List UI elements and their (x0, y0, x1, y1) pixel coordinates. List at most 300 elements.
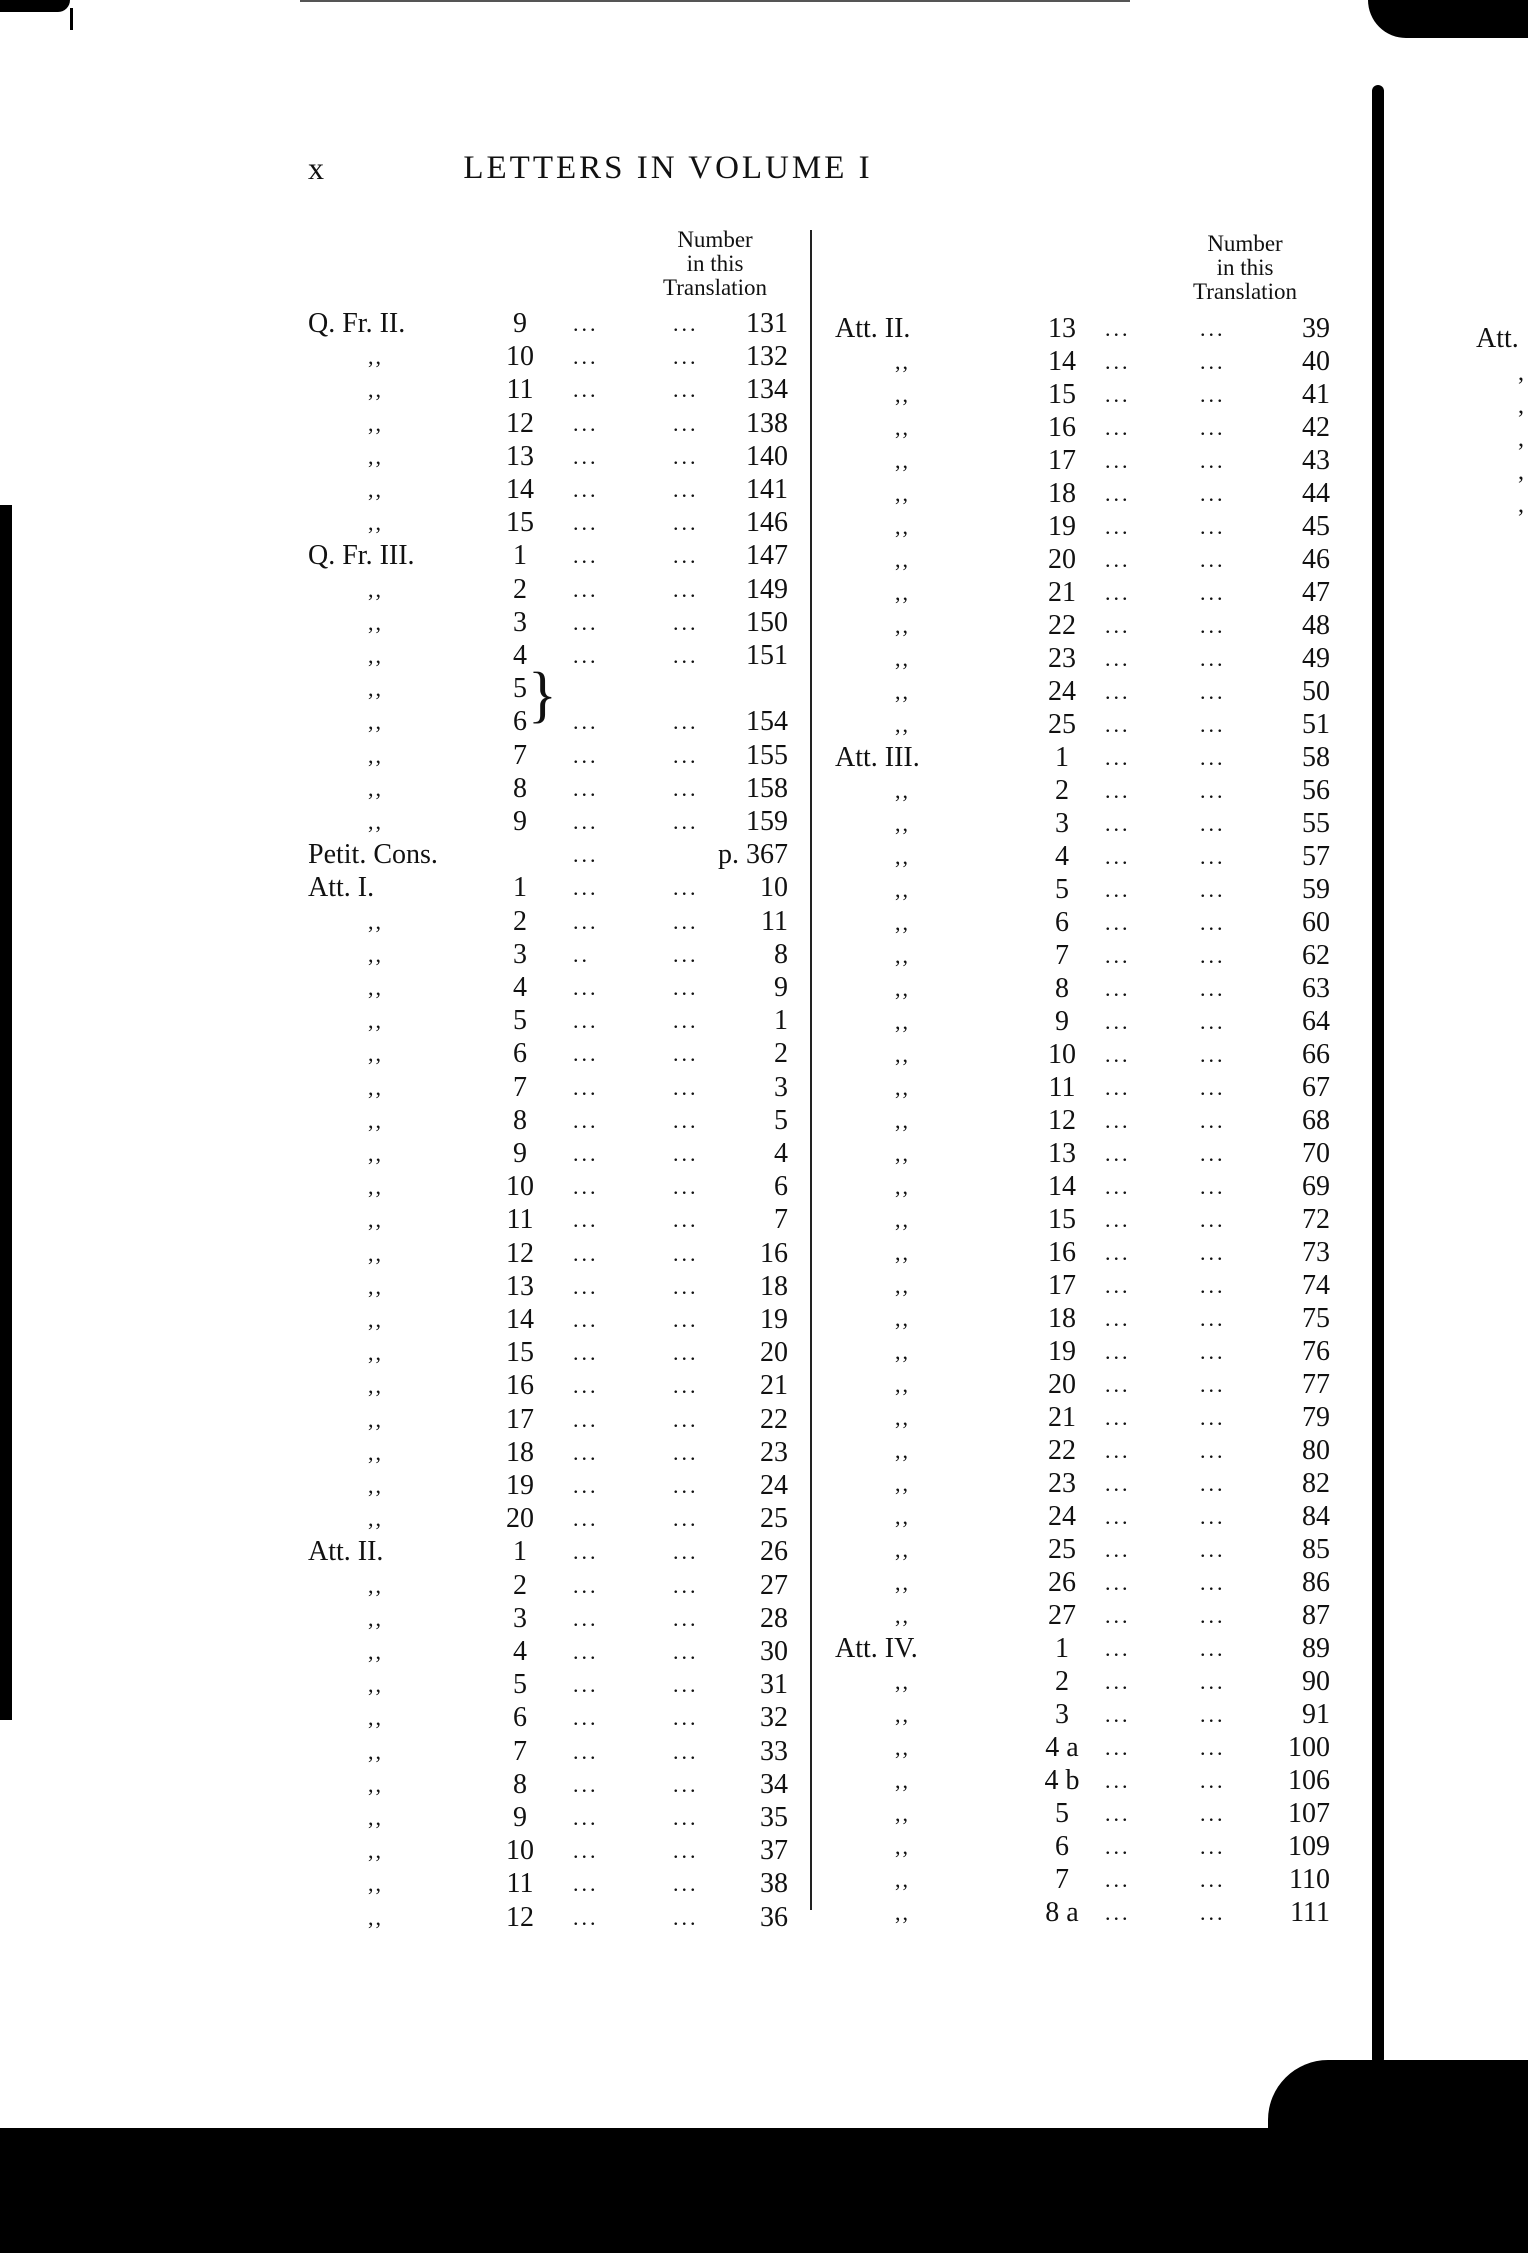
translation-number: 3 (774, 1071, 788, 1103)
leader-dots: ... (1105, 1537, 1131, 1562)
leader-dots: ... (673, 1539, 699, 1565)
fragment-ditto-mark: , (1518, 426, 1524, 452)
leader-dots: ... (573, 1506, 599, 1532)
leader-dots: ... (573, 1871, 599, 1897)
table-row (308, 1204, 798, 1236)
letter-number: 9 (513, 1802, 527, 1833)
leader-dots: ... (673, 1572, 699, 1598)
letter-number: 3 (513, 1602, 527, 1634)
leader-dots: ... (673, 1207, 699, 1233)
table-row (308, 1603, 798, 1635)
translation-number: 87 (1302, 1600, 1330, 1631)
letter-number: 8 (1055, 973, 1069, 1004)
table-row (835, 478, 1335, 510)
table-row (835, 1237, 1335, 1269)
letter-number: 1 (1055, 742, 1069, 773)
table-row (835, 1468, 1335, 1500)
translation-number: 155 (746, 739, 788, 771)
leader-dots: ... (1200, 1702, 1226, 1727)
leader-dots: ... (1105, 481, 1131, 506)
ditto-mark: ,, (895, 1207, 910, 1232)
ditto-mark: ,, (895, 1834, 910, 1859)
leader-dots: ... (1200, 712, 1226, 737)
ditto-mark: ,, (368, 975, 383, 1000)
translation-number: 79 (1302, 1402, 1330, 1433)
table-row (835, 709, 1335, 741)
leader-dots: ... (1105, 646, 1131, 671)
letter-number: 23 (1048, 1468, 1076, 1499)
letter-number: 6 (1055, 907, 1069, 938)
translation-number: 134 (746, 374, 788, 406)
translation-number: 76 (1302, 1336, 1330, 1367)
leader-dots: ... (673, 1240, 699, 1266)
scan-corner-mark (70, 8, 73, 30)
leader-dots: ... (1105, 1273, 1131, 1298)
leader-dots: ... (1105, 1339, 1131, 1364)
fragment-ditto-mark: , (1518, 459, 1524, 485)
letter-number: 16 (1048, 412, 1076, 443)
leader-dots: ... (673, 1041, 699, 1067)
ditto-mark: ,, (895, 1306, 910, 1331)
ditto-mark: ,, (895, 349, 910, 374)
translation-number: 45 (1302, 511, 1330, 542)
leader-dots: ... (673, 377, 699, 403)
letter-number: 11 (506, 374, 534, 406)
translation-number: 63 (1302, 973, 1330, 1004)
leader-dots: ... (1105, 1141, 1131, 1166)
table-row (308, 1470, 798, 1502)
translation-number: 90 (1302, 1666, 1330, 1697)
letter-number: 24 (1048, 1501, 1076, 1532)
ditto-mark: ,, (368, 1838, 383, 1864)
leader-dots: ... (673, 1340, 699, 1366)
leader-dots: ... (673, 344, 699, 370)
leader-dots: ... (673, 609, 699, 635)
ditto-mark: ,, (368, 1473, 383, 1498)
translation-number: 70 (1302, 1138, 1330, 1169)
ditto-mark: ,, (368, 1307, 383, 1332)
leader-dots: ... (1200, 316, 1226, 341)
table-row (835, 1666, 1335, 1698)
translation-number: 46 (1302, 544, 1330, 575)
leader-dots: ... (1200, 1636, 1226, 1661)
table-row (308, 1038, 798, 1070)
letter-number: 2 (513, 905, 527, 937)
leader-dots: ... (1105, 910, 1131, 935)
leader-dots: ... (1105, 679, 1131, 704)
letter-number: 12 (506, 1237, 534, 1269)
leader-dots: ... (573, 510, 599, 536)
table-row (835, 907, 1335, 939)
letter-number: 16 (1048, 1237, 1076, 1268)
letter-number: 3 (1055, 808, 1069, 839)
letter-number: 2 (513, 573, 527, 605)
heading-line: Number (677, 227, 753, 252)
translation-number: 66 (1302, 1039, 1330, 1070)
leader-dots: ... (673, 1672, 699, 1698)
leader-dots: ... (1105, 316, 1131, 341)
letter-number: 25 (1048, 709, 1076, 740)
leader-dots: ... (1105, 1801, 1131, 1826)
translation-number: 147 (746, 540, 788, 572)
table-row (308, 1868, 798, 1900)
leader-dots: ... (1200, 1504, 1226, 1529)
ditto-mark: ,, (895, 415, 910, 440)
letter-number: 9 (1055, 1006, 1069, 1037)
table-row (835, 1138, 1335, 1170)
leader-dots: ... (573, 1273, 599, 1299)
ditto-mark: ,, (368, 1406, 383, 1432)
table-row (308, 1304, 798, 1336)
leader-dots: ... (1105, 1834, 1131, 1859)
ditto-mark: ,, (368, 477, 383, 502)
ditto-mark: ,, (895, 1075, 910, 1100)
letter-number: 27 (1048, 1600, 1076, 1631)
ditto-mark: ,, (895, 1438, 910, 1463)
table-row (835, 1765, 1335, 1797)
translation-number: 89 (1302, 1633, 1330, 1664)
letter-number: 23 (1048, 643, 1076, 674)
translation-number: 59 (1302, 874, 1330, 905)
letter-number: 5 (513, 673, 527, 705)
translation-number: 37 (760, 1835, 788, 1867)
translation-number: 21 (760, 1370, 788, 1402)
letter-number: 8 a (1045, 1897, 1079, 1928)
table-row (308, 1437, 798, 1469)
leader-dots: ... (1200, 547, 1226, 572)
table-row (835, 1105, 1335, 1137)
table-row (308, 740, 798, 772)
leader-dots: ... (1200, 1141, 1226, 1166)
letter-number: 4 a (1045, 1732, 1079, 1763)
translation-number: 74 (1302, 1270, 1330, 1301)
table-row (308, 1271, 798, 1303)
letter-number: 19 (506, 1470, 534, 1501)
translation-number: 106 (1288, 1765, 1330, 1796)
translation-number: 27 (760, 1569, 788, 1601)
translation-number: 158 (746, 772, 788, 804)
ditto-mark: ,, (368, 809, 383, 834)
leader-dots: ... (573, 1008, 599, 1034)
leader-dots: ... (573, 643, 599, 668)
leader-dots: ... (573, 1539, 599, 1565)
table-row (308, 1736, 798, 1768)
table-row (835, 610, 1335, 642)
leader-dots: ... (1105, 877, 1131, 902)
table-row (308, 1171, 798, 1203)
letter-number: 14 (506, 474, 534, 505)
table-row (308, 408, 798, 440)
translation-number: 40 (1302, 346, 1330, 377)
leader-dots: ... (1200, 1273, 1226, 1298)
leader-dots: ... (1200, 1801, 1226, 1826)
leader-dots: ... (1200, 1768, 1226, 1793)
work-cell: Q. Fr. II. (308, 308, 406, 339)
translation-number: 60 (1302, 907, 1330, 938)
letter-number: 11 (506, 1204, 534, 1236)
letter-number: 22 (1048, 1435, 1076, 1466)
letter-number: 16 (506, 1370, 534, 1402)
leader-dots: ... (1200, 1603, 1226, 1628)
letter-number: 1 (513, 540, 527, 572)
ditto-mark: ,, (895, 778, 910, 803)
leader-dots: ... (673, 510, 699, 536)
letter-number: 11 (1048, 1072, 1076, 1103)
leader-dots: ... (1105, 778, 1131, 803)
translation-number: 85 (1302, 1534, 1330, 1565)
table-row (308, 341, 798, 373)
leader-dots: ... (1105, 448, 1131, 473)
leader-dots: ... (1200, 580, 1226, 605)
leader-dots: ... (1200, 1900, 1226, 1925)
leader-dots: ... (573, 576, 599, 602)
translation-number: 57 (1302, 841, 1330, 872)
translation-number: 6 (774, 1171, 788, 1203)
leader-dots: ... (1200, 349, 1226, 374)
leader-dots: ... (673, 1074, 699, 1100)
leader-dots: ... (1200, 1339, 1226, 1364)
leader-dots: ... (573, 1904, 599, 1930)
table-row (308, 1902, 798, 1934)
table-row (308, 773, 798, 805)
ditto-mark: ,, (368, 576, 383, 602)
leader-dots: ... (1105, 1372, 1131, 1397)
leader-dots: ... (573, 775, 599, 801)
letter-number: 8 (513, 1104, 527, 1136)
letter-number: 5 (1055, 1798, 1069, 1829)
leader-dots: ... (573, 344, 599, 370)
table-row (835, 808, 1335, 840)
page-left-edge (0, 505, 12, 1720)
leader-dots: ... (573, 908, 599, 934)
ditto-mark: ,, (368, 1805, 383, 1830)
letter-number: 4 (513, 640, 527, 671)
leader-dots: ... (1105, 943, 1131, 968)
leader-dots: ... (573, 1805, 599, 1830)
leader-dots: ... (1105, 844, 1131, 869)
translation-number: 154 (746, 706, 788, 738)
ditto-mark: ,, (895, 1669, 910, 1694)
leader-dots: ... (1200, 1075, 1226, 1100)
translation-number: 16 (760, 1237, 788, 1269)
leader-dots: ... (1105, 745, 1131, 770)
ditto-mark: ,, (368, 1639, 383, 1664)
leader-dots: ... (1200, 778, 1226, 803)
translation-number: 51 (1302, 709, 1330, 740)
leader-dots: ... (673, 1738, 699, 1764)
ditto-mark: ,, (368, 1174, 383, 1200)
translation-number: 38 (760, 1868, 788, 1900)
leader-dots: ... (1105, 1009, 1131, 1034)
fragment-work-label: Att. (1476, 323, 1519, 354)
page-gutter-edge (1372, 85, 1384, 2065)
leader-dots: ... (673, 1904, 699, 1930)
leader-dots: ... (673, 908, 699, 934)
leader-dots: ... (1200, 1240, 1226, 1265)
leader-dots: ... (1105, 1768, 1131, 1793)
translation-number: 42 (1302, 412, 1330, 443)
leader-dots: ... (573, 443, 599, 469)
leader-dots: ... (673, 1008, 699, 1034)
leader-dots: ... (673, 1373, 699, 1399)
table-row (308, 1105, 798, 1137)
table-row (835, 1435, 1335, 1467)
ditto-mark: ,, (895, 1339, 910, 1364)
translation-number: 75 (1302, 1303, 1330, 1334)
table-row (308, 607, 798, 639)
leader-dots: ... (673, 1107, 699, 1133)
ditto-mark: ,, (368, 1041, 383, 1067)
leader-dots: ... (673, 1771, 699, 1797)
table-row (835, 412, 1335, 444)
table-row (308, 1835, 798, 1867)
translation-number: 67 (1302, 1072, 1330, 1103)
letter-number: 15 (506, 507, 534, 539)
leader-dots: ... (573, 809, 599, 834)
leader-dots: ... (673, 975, 699, 1000)
scan-bottom-shadow (0, 2128, 1528, 2253)
table-row (835, 1204, 1335, 1236)
translation-number: 32 (760, 1702, 788, 1734)
letter-number: 13 (1048, 1138, 1076, 1169)
letter-number: 2 (1055, 775, 1069, 806)
table-row (835, 1798, 1335, 1830)
brace-glyph: } (528, 659, 557, 729)
translation-number: 159 (746, 806, 788, 837)
leader-dots: ... (1200, 976, 1226, 1001)
leader-dots: ... (1105, 1108, 1131, 1133)
leader-dots: ... (1200, 481, 1226, 506)
leader-dots: ... (1105, 1240, 1131, 1265)
letter-number: 4 (513, 972, 527, 1003)
letter-number: 20 (1048, 1369, 1076, 1400)
table-row (308, 574, 798, 606)
ditto-mark: ,, (895, 547, 910, 572)
translation-number: 58 (1302, 742, 1330, 773)
leader-dots: ... (573, 1672, 599, 1698)
ditto-mark: ,, (368, 1738, 383, 1764)
leader-dots: ... (673, 1174, 699, 1200)
leader-dots: ... (573, 1473, 599, 1498)
letter-number: 3 (513, 938, 527, 970)
letter-number: 12 (506, 407, 534, 439)
leader-dots: ... (573, 377, 599, 403)
ditto-mark: ,, (895, 1768, 910, 1793)
translation-number: 62 (1302, 940, 1330, 971)
letter-number: 17 (1048, 445, 1076, 476)
ditto-mark: ,, (895, 712, 910, 737)
leader-dots: ... (673, 1605, 699, 1631)
table-row (308, 474, 798, 506)
table-row (835, 1897, 1335, 1929)
letter-number: 26 (1048, 1567, 1076, 1598)
leader-dots: ... (673, 1805, 699, 1830)
leader-dots: ... (573, 477, 599, 502)
letter-number: 11 (506, 1868, 534, 1900)
page-folio: x (308, 150, 325, 186)
ditto-mark: ,, (368, 1008, 383, 1034)
letter-number: 24 (1048, 676, 1076, 707)
table-row (835, 313, 1335, 345)
ditto-mark: ,, (368, 1240, 383, 1266)
leader-dots: ... (1200, 1735, 1226, 1760)
letter-number: 4 (513, 1636, 527, 1667)
ditto-mark: ,, (895, 1372, 910, 1397)
left-column-heading (630, 228, 800, 300)
translation-number: p. 367 (718, 839, 788, 871)
translation-number: 146 (746, 507, 788, 539)
leader-dots: ... (1105, 1900, 1131, 1925)
table-row (308, 540, 798, 572)
fragment-ditto-mark: , (1518, 492, 1524, 518)
leader-dots: ... (1105, 1669, 1131, 1694)
leader-dots: ... (1105, 580, 1131, 605)
ditto-mark: ,, (368, 510, 383, 536)
letter-number: 20 (506, 1503, 534, 1535)
leader-dots: ... (1105, 1504, 1131, 1529)
letter-number: 4 (1055, 841, 1069, 872)
leader-dots: ... (573, 1771, 599, 1797)
table-row (308, 806, 798, 838)
table-row (835, 1501, 1335, 1533)
leader-dots: ... (1200, 1174, 1226, 1199)
ditto-mark: ,, (368, 1373, 383, 1399)
translation-number: 8 (774, 938, 788, 970)
table-row (835, 379, 1335, 411)
letter-number: 3 (513, 606, 527, 638)
translation-number: 35 (760, 1802, 788, 1833)
ditto-mark: ,, (895, 1174, 910, 1199)
leader-dots: ... (1105, 1702, 1131, 1727)
ditto-mark: ,, (368, 1705, 383, 1731)
letter-number: 10 (506, 341, 534, 373)
leader-dots: ... (1200, 1867, 1226, 1892)
heading-line: Translation (663, 275, 767, 300)
letter-number: 22 (1048, 610, 1076, 641)
leader-dots: ... (573, 410, 599, 436)
ditto-mark: ,, (368, 377, 383, 403)
leader-dots: ... (1200, 1438, 1226, 1463)
heading-line: in this (1216, 255, 1274, 280)
leader-dots: ... (1105, 712, 1131, 737)
leader-dots: ... (673, 576, 699, 602)
scan-top-rule (300, 0, 1130, 2)
translation-number: 55 (1302, 808, 1330, 839)
letter-number: 1 (513, 872, 527, 904)
letter-number: 12 (1048, 1105, 1076, 1136)
leader-dots: ... (1200, 679, 1226, 704)
translation-number: 24 (760, 1470, 788, 1501)
letter-number: 6 (513, 706, 527, 738)
ditto-mark: ,, (368, 709, 383, 735)
leader-dots: ... (573, 1141, 599, 1166)
letter-number: 15 (1048, 1204, 1076, 1235)
letter-number: 14 (1048, 346, 1076, 377)
table-row (835, 1534, 1335, 1566)
leader-dots: ... (573, 1838, 599, 1864)
leader-dots: ... (1105, 1405, 1131, 1430)
table-row (835, 742, 1335, 774)
leader-dots: ... (673, 775, 699, 801)
table-row (308, 1404, 798, 1436)
leader-dots: ... (1200, 646, 1226, 671)
leader-dots: ... (673, 1871, 699, 1897)
leader-dots: ... (573, 1107, 599, 1133)
translation-number: 132 (746, 341, 788, 373)
ditto-mark: ,, (368, 1074, 383, 1100)
translation-number: 72 (1302, 1204, 1330, 1235)
letter-number: 5 (513, 1005, 527, 1037)
